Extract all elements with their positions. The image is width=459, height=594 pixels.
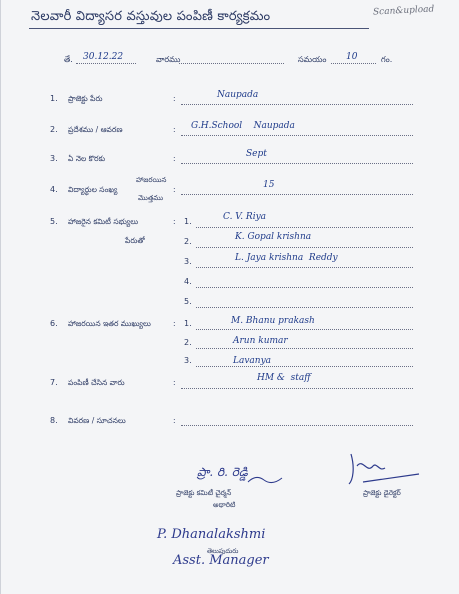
time-label: సమయం <box>298 55 327 64</box>
row-dots <box>196 227 413 228</box>
row-colon: : <box>173 125 176 134</box>
chairman-caption-sub: అథారిటి <box>213 501 236 509</box>
committee-member: L. Jaya krishna Reddy <box>235 253 338 263</box>
row-colon: : <box>173 319 176 328</box>
row-label-present: హాజరయిన <box>136 176 167 184</box>
row-number: 5. <box>50 217 58 226</box>
date-label: తే. <box>64 55 73 64</box>
date-dots <box>76 63 136 64</box>
row-dots <box>196 247 413 248</box>
list-index: 1. <box>184 217 192 226</box>
day-label: వారము <box>156 55 181 64</box>
row-number: 7. <box>50 378 58 387</box>
row-number: 8. <box>50 416 58 425</box>
row-label: ప్రదేశము / ఆవరణ <box>68 125 123 134</box>
students-value: 15 <box>263 180 275 190</box>
date-value: 30.12.22 <box>83 52 124 62</box>
row-label: ఏ నెల కొరకు <box>68 154 106 163</box>
other-member: M. Bhanu prakash <box>231 316 315 326</box>
row-dots <box>196 287 413 288</box>
list-index: 3. <box>184 356 192 365</box>
director-signature <box>343 448 423 492</box>
row-dots <box>181 104 413 105</box>
list-index: 2. <box>184 237 192 246</box>
row-number: 3. <box>50 154 58 163</box>
row-dots <box>181 194 413 195</box>
row-label-sub: పేరుతో <box>125 236 145 245</box>
row-dots <box>181 388 413 389</box>
manager-name: P. Dhanalakshmi <box>157 527 266 542</box>
other-member: Arun kumar <box>233 336 288 346</box>
committee-member: C. V. Riya <box>223 212 267 222</box>
row-dots <box>181 163 413 164</box>
row-number: 4. <box>50 185 58 194</box>
distributed-by-value: HM & staff <box>257 373 311 383</box>
row-colon: : <box>173 94 176 103</box>
row-dots <box>181 135 413 136</box>
row-colon: : <box>173 416 176 425</box>
time-unit: గం. <box>381 55 393 64</box>
chairman-caption: ప్రాజెక్టు కమిటీ చైర్మన్ <box>176 489 232 497</box>
chairman-signature: ప్రా. రి. రెడ్డి <box>197 465 248 479</box>
list-index: 2. <box>184 338 192 347</box>
list-index: 3. <box>184 257 192 266</box>
corner-note: Scan&upload <box>372 4 435 18</box>
manager-caption: తెలుపుదురు <box>207 547 239 555</box>
title-underline <box>29 28 369 29</box>
row-number: 2. <box>50 125 58 134</box>
manager-role: Asst. Manager <box>173 553 269 568</box>
form-title: నెలవారీ విద్యాసర వస్తువుల పంపిణీ కార్యక్రమం <box>31 9 271 24</box>
row-dots <box>181 425 413 426</box>
row-label: ప్రాజెక్టు పేరు <box>68 94 103 103</box>
location-value: G.H.School Naupada <box>191 121 295 131</box>
row-dots <box>196 329 413 330</box>
row-colon: : <box>173 378 176 387</box>
list-index: 1. <box>184 319 192 328</box>
committee-member: K. Gopal krishna <box>235 232 312 242</box>
day-dots <box>179 63 284 64</box>
row-label: విద్యార్థుల సంఖ్య <box>68 185 118 194</box>
list-index: 5. <box>184 297 192 306</box>
other-member: Lavanya <box>233 356 272 366</box>
row-label: పంపిణీ చేసిన వారు <box>68 378 125 387</box>
director-signature-text <box>349 456 351 457</box>
time-dots <box>331 63 376 64</box>
row-label: వివరణ / సూచనలు <box>68 416 126 425</box>
row-dots <box>196 307 413 308</box>
row-label: హాజరయిన ఇతర ముఖ్యులు <box>68 319 151 328</box>
time-value: 10 <box>346 52 358 62</box>
row-colon: : <box>173 154 176 163</box>
project-name-value: Naupada <box>217 90 259 100</box>
row-dots <box>196 366 413 367</box>
list-index: 4. <box>184 277 192 286</box>
chairman-signature-stroke <box>246 472 286 486</box>
month-value: Sept <box>246 149 267 159</box>
row-label: హాజరైన కమిటీ సభ్యులు <box>68 217 139 226</box>
row-dots <box>196 267 413 268</box>
director-caption: ప్రాజెక్టు డైరెక్టర్ <box>363 489 401 497</box>
row-colon: : <box>173 217 176 226</box>
row-colon: : <box>173 185 176 194</box>
row-number: 6. <box>50 319 58 328</box>
row-dots <box>196 348 413 349</box>
row-label-total: మొత్తము <box>138 194 164 202</box>
row-number: 1. <box>50 94 58 103</box>
